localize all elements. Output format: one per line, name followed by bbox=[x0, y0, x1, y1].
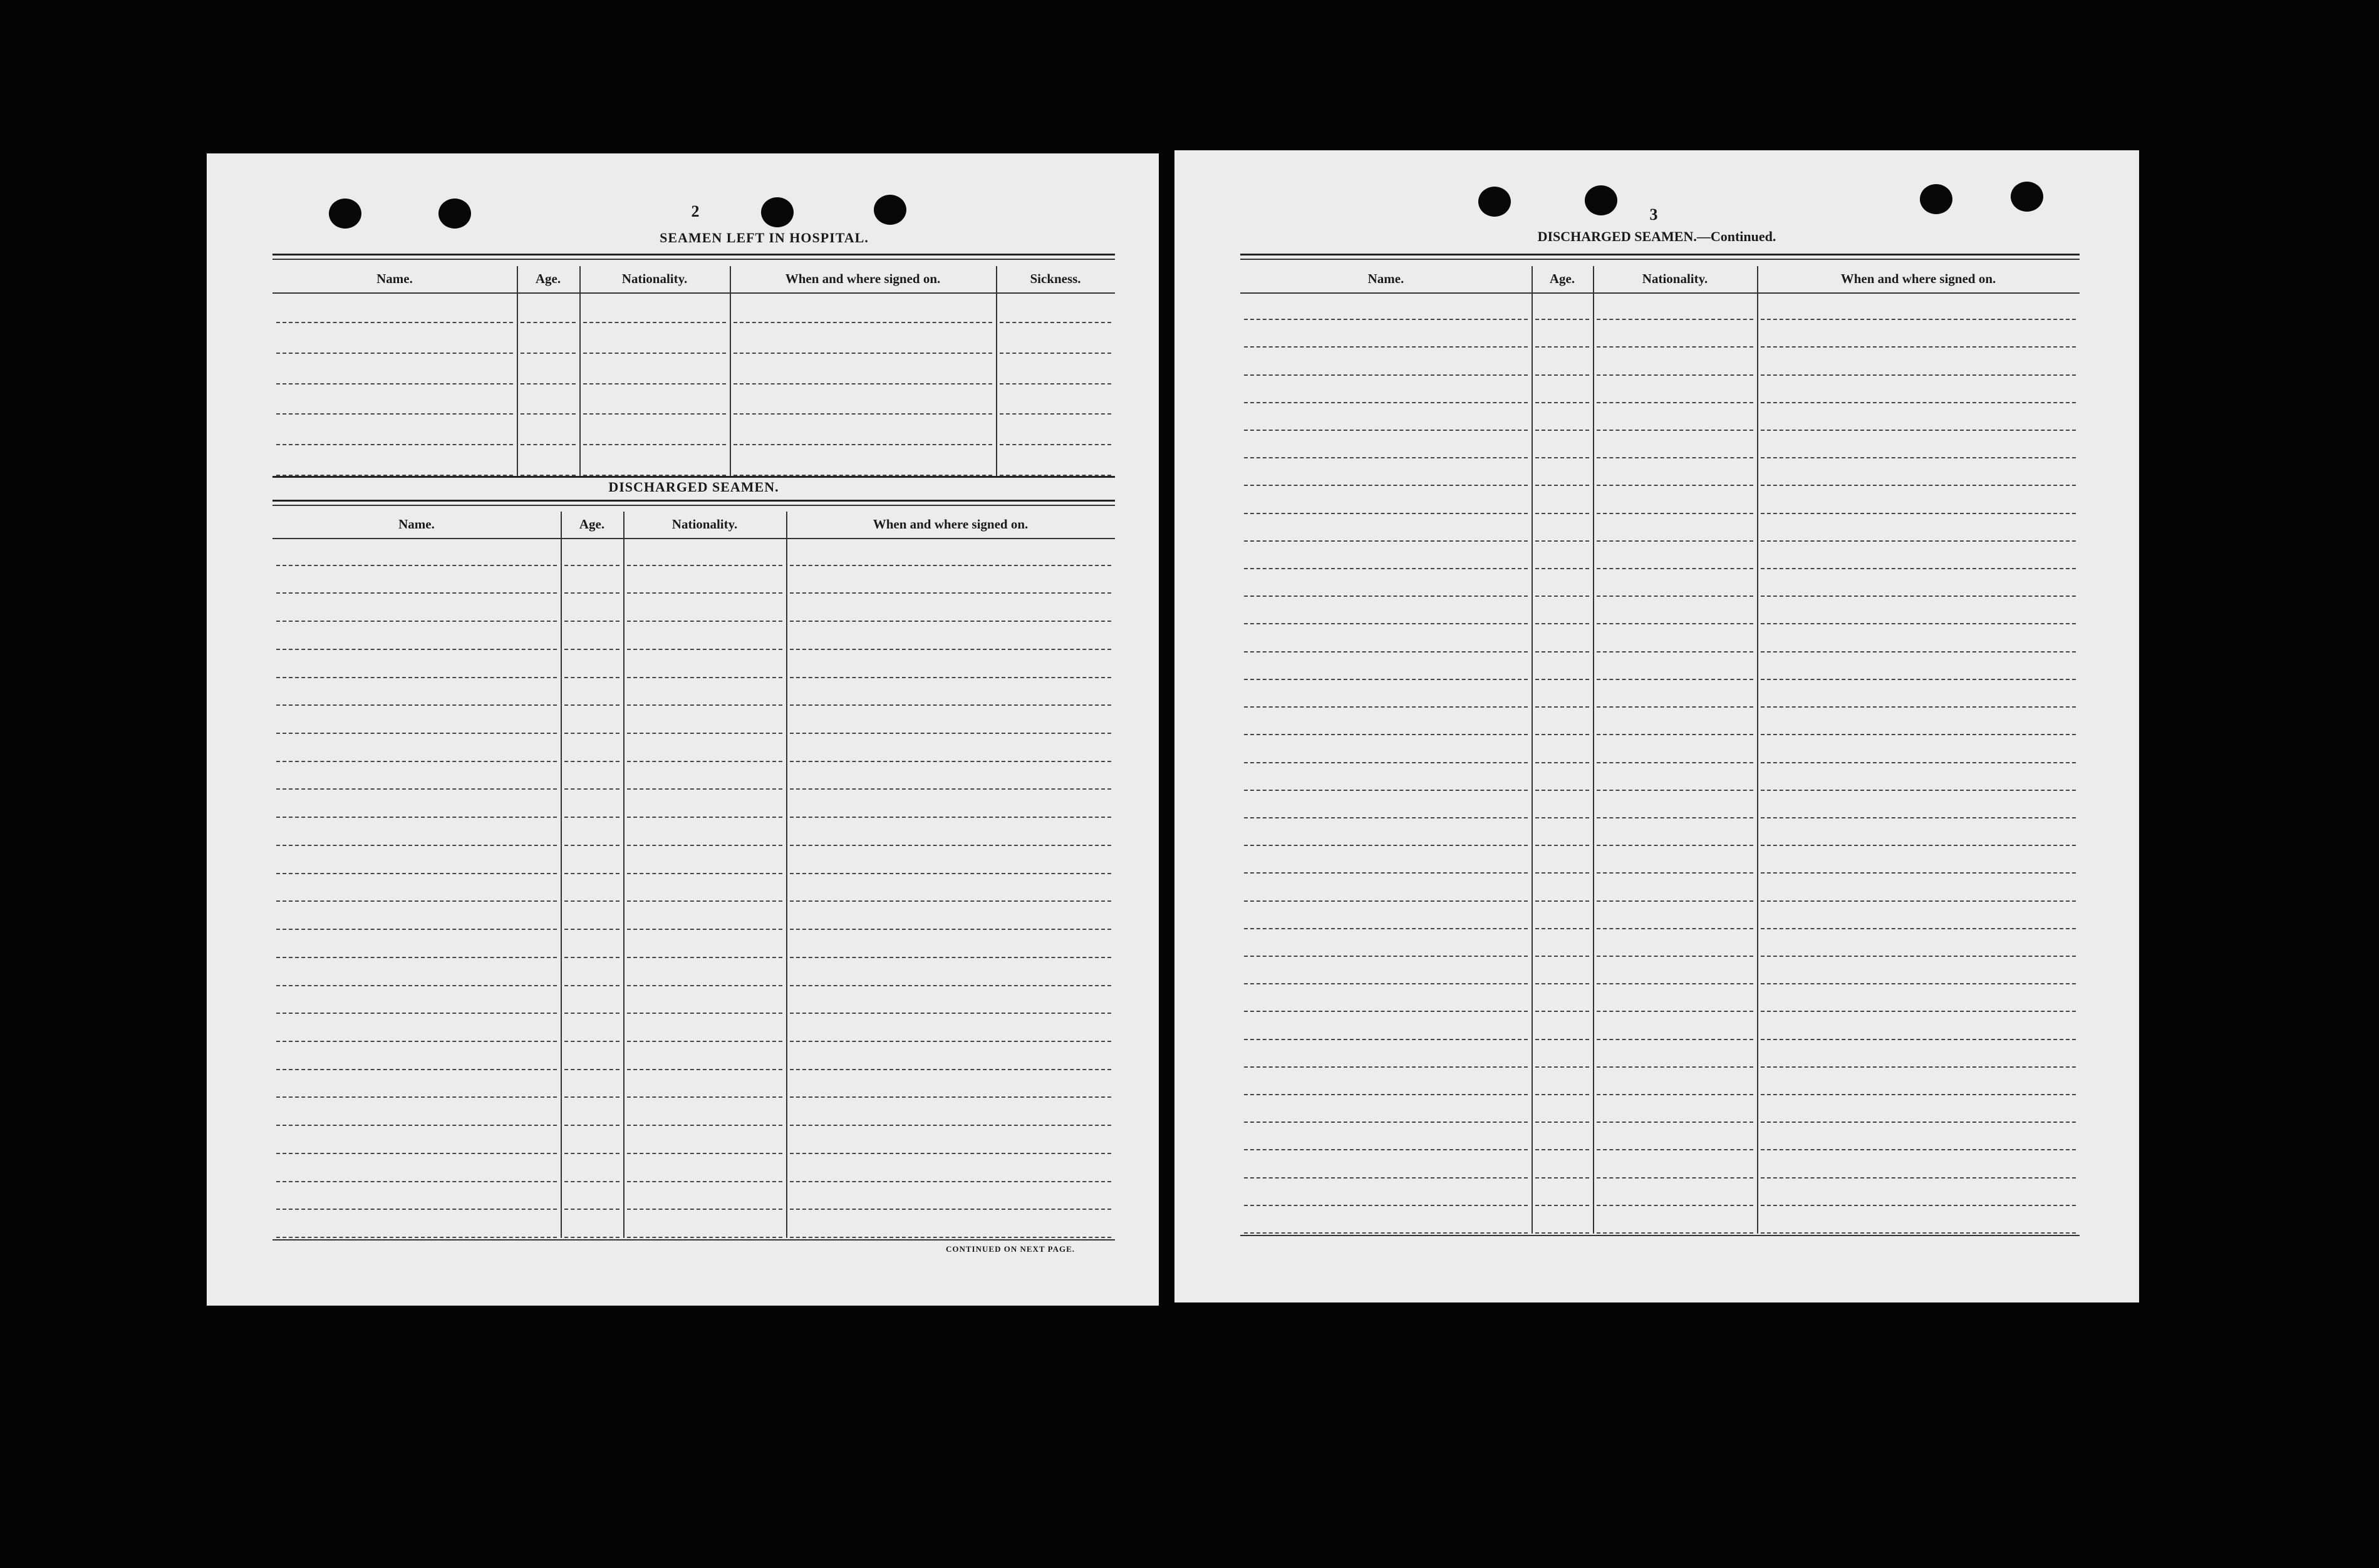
form-row-rule bbox=[564, 1096, 619, 1098]
form-row-rule bbox=[1597, 845, 1753, 846]
form-row-rule bbox=[276, 985, 557, 986]
form-row-rule bbox=[790, 733, 1111, 734]
form-row-rule bbox=[790, 1125, 1111, 1126]
form-row-rule bbox=[790, 929, 1111, 930]
form-row-rule bbox=[1597, 790, 1753, 791]
punch-hole bbox=[874, 195, 906, 225]
col-header-signed-on: When and where signed on. bbox=[1840, 271, 1996, 286]
form-row-rule bbox=[1761, 1094, 2076, 1095]
form-row-rule bbox=[1244, 513, 1528, 514]
form-row-rule bbox=[1597, 596, 1753, 597]
form-row-rule bbox=[1244, 596, 1528, 597]
form-row-rule bbox=[521, 413, 576, 415]
form-row-rule bbox=[564, 900, 619, 902]
form-row-rule bbox=[790, 1181, 1111, 1182]
form-row-rule bbox=[627, 845, 782, 846]
form-row-rule bbox=[1761, 485, 2076, 486]
form-row-rule bbox=[564, 761, 619, 762]
form-row-rule bbox=[564, 1209, 619, 1210]
form-row-rule bbox=[1244, 900, 1528, 902]
form-row-rule bbox=[1244, 790, 1528, 791]
form-row-rule bbox=[627, 649, 782, 650]
continued-footer: CONTINUED ON NEXT PAGE. bbox=[946, 1244, 1075, 1254]
form-row-rule bbox=[1244, 845, 1528, 846]
form-row-rule bbox=[564, 845, 619, 846]
punch-hole bbox=[329, 199, 361, 229]
form-row-rule bbox=[1597, 928, 1753, 929]
form-row-rule bbox=[564, 817, 619, 818]
form-row-rule bbox=[1244, 1122, 1528, 1123]
form-row-rule bbox=[1535, 1205, 1589, 1206]
form-row-rule bbox=[1597, 568, 1753, 569]
form-row-rule bbox=[276, 704, 557, 706]
form-row-rule bbox=[1597, 817, 1753, 818]
form-row-rule bbox=[627, 1153, 782, 1154]
form-row-rule bbox=[1761, 928, 2076, 929]
form-row-rule bbox=[276, 1069, 557, 1070]
form-row-rule bbox=[1761, 1232, 2076, 1234]
form-row-rule bbox=[564, 621, 619, 622]
form-row-rule bbox=[1597, 1011, 1753, 1012]
form-row-rule bbox=[627, 1096, 782, 1098]
form-row-rule bbox=[790, 1153, 1111, 1154]
right-page bbox=[1174, 150, 2139, 1302]
form-row-rule bbox=[1597, 319, 1753, 320]
form-row-rule bbox=[564, 873, 619, 874]
form-row-rule bbox=[790, 704, 1111, 706]
form-row-rule bbox=[790, 1013, 1111, 1014]
form-row-rule bbox=[1597, 1205, 1753, 1206]
form-row-rule bbox=[1535, 1039, 1589, 1040]
form-row-rule bbox=[1597, 706, 1753, 708]
form-row-rule bbox=[1000, 383, 1111, 384]
col-header-signed-on: When and where signed on. bbox=[785, 271, 941, 286]
form-row-rule bbox=[1761, 1039, 2076, 1040]
punch-hole bbox=[438, 199, 471, 229]
col-header-name: Name. bbox=[1367, 271, 1404, 286]
discharged-continued-title bbox=[1174, 229, 2139, 245]
form-row-rule bbox=[276, 761, 557, 762]
form-row-rule bbox=[276, 1013, 557, 1014]
form-row-rule bbox=[276, 1041, 557, 1042]
form-row-rule bbox=[1244, 319, 1528, 320]
form-row-rule bbox=[1244, 1177, 1528, 1179]
form-row-rule bbox=[276, 957, 557, 958]
discharged-table bbox=[272, 512, 1115, 1238]
form-row-rule bbox=[1244, 1066, 1528, 1068]
form-row-rule bbox=[1244, 983, 1528, 984]
form-row-rule bbox=[276, 621, 557, 622]
form-row-rule bbox=[276, 733, 557, 734]
form-row-rule bbox=[1535, 485, 1589, 486]
form-row-rule bbox=[1597, 485, 1753, 486]
form-row-rule bbox=[790, 985, 1111, 986]
form-row-rule bbox=[276, 873, 557, 874]
form-row-rule bbox=[583, 322, 726, 323]
form-row-rule bbox=[1244, 568, 1528, 569]
form-row-rule bbox=[627, 788, 782, 790]
form-row-rule bbox=[1597, 872, 1753, 874]
col-header-nationality: Nationality. bbox=[671, 517, 738, 532]
form-row-rule bbox=[1535, 457, 1589, 458]
form-row-rule bbox=[1244, 623, 1528, 624]
form-row-rule bbox=[1535, 1177, 1589, 1179]
form-row-rule bbox=[1244, 402, 1528, 403]
form-row-rule bbox=[1535, 1066, 1589, 1068]
form-row-rule bbox=[1535, 319, 1589, 320]
form-row-rule bbox=[1761, 956, 2076, 957]
form-row-rule bbox=[564, 677, 619, 678]
form-row-rule bbox=[627, 873, 782, 874]
form-row-rule bbox=[1761, 845, 2076, 846]
form-row-rule bbox=[276, 817, 557, 818]
form-row-rule bbox=[627, 929, 782, 930]
form-row-rule bbox=[1761, 513, 2076, 514]
form-row-rule bbox=[1597, 1177, 1753, 1179]
form-row-rule bbox=[1761, 1177, 2076, 1179]
form-row-rule bbox=[1535, 596, 1589, 597]
form-row-rule bbox=[790, 565, 1111, 566]
form-row-rule bbox=[1244, 679, 1528, 680]
form-row-rule bbox=[790, 1237, 1111, 1238]
form-row-rule bbox=[583, 444, 726, 445]
form-row-rule bbox=[1597, 623, 1753, 624]
form-row-rule bbox=[1761, 430, 2076, 431]
form-row-rule bbox=[733, 444, 992, 445]
form-row-rule bbox=[627, 733, 782, 734]
form-row-rule bbox=[1761, 706, 2076, 708]
form-row-rule bbox=[627, 621, 782, 622]
form-row-rule bbox=[1761, 1066, 2076, 1068]
form-row-rule bbox=[627, 677, 782, 678]
form-row-rule bbox=[1761, 817, 2076, 818]
form-row-rule bbox=[1597, 1232, 1753, 1234]
form-row-rule bbox=[1761, 651, 2076, 652]
form-row-rule bbox=[1535, 706, 1589, 708]
form-row-rule bbox=[627, 1237, 782, 1238]
form-row-rule bbox=[1535, 374, 1589, 376]
form-row-rule bbox=[1597, 1094, 1753, 1095]
form-row-rule bbox=[1761, 596, 2076, 597]
form-row-rule bbox=[627, 900, 782, 902]
form-row-rule bbox=[1761, 623, 2076, 624]
form-row-rule bbox=[564, 649, 619, 650]
form-row-rule bbox=[1597, 513, 1753, 514]
punch-hole bbox=[1585, 185, 1617, 215]
form-row-rule bbox=[1761, 790, 2076, 791]
form-row-rule bbox=[583, 353, 726, 354]
form-row-rule bbox=[276, 1153, 557, 1154]
form-row-rule bbox=[627, 1041, 782, 1042]
col-header-sickness: Sickness. bbox=[1030, 271, 1081, 286]
form-row-rule bbox=[276, 677, 557, 678]
form-row-rule bbox=[1244, 956, 1528, 957]
form-row-rule bbox=[1597, 1039, 1753, 1040]
form-row-rule bbox=[1244, 762, 1528, 763]
col-header-name: Name. bbox=[376, 271, 413, 286]
form-row-rule bbox=[790, 845, 1111, 846]
form-row-rule bbox=[564, 929, 619, 930]
form-row-rule bbox=[564, 704, 619, 706]
form-row-rule bbox=[627, 704, 782, 706]
form-row-rule bbox=[790, 761, 1111, 762]
form-row-rule bbox=[733, 353, 992, 354]
form-row-rule bbox=[1535, 790, 1589, 791]
form-row-rule bbox=[1761, 1149, 2076, 1150]
form-row-rule bbox=[1535, 734, 1589, 735]
form-row-rule bbox=[1535, 956, 1589, 957]
form-row-rule bbox=[276, 1209, 557, 1210]
form-row-rule bbox=[790, 677, 1111, 678]
punch-hole bbox=[2011, 182, 2043, 212]
form-row-rule bbox=[1761, 734, 2076, 735]
form-row-rule bbox=[1244, 928, 1528, 929]
discharged-title-main: DISCHARGED SEAMEN. bbox=[1537, 229, 1697, 244]
form-row-rule bbox=[276, 900, 557, 902]
form-row-rule bbox=[627, 1125, 782, 1126]
col-header-age: Age. bbox=[535, 271, 561, 286]
form-row-rule bbox=[790, 1041, 1111, 1042]
form-row-rule bbox=[1535, 817, 1589, 818]
form-row-rule bbox=[1535, 430, 1589, 431]
form-row-rule bbox=[1535, 1094, 1589, 1095]
form-row-rule bbox=[627, 1209, 782, 1210]
form-row-rule bbox=[790, 817, 1111, 818]
form-row-rule bbox=[1597, 346, 1753, 348]
form-row-rule bbox=[1597, 762, 1753, 763]
form-row-rule bbox=[627, 817, 782, 818]
form-row-rule bbox=[521, 444, 576, 445]
form-row-rule bbox=[583, 413, 726, 415]
form-row-rule bbox=[1761, 346, 2076, 348]
form-row-rule bbox=[1761, 1205, 2076, 1206]
form-row-rule bbox=[1535, 762, 1589, 763]
form-row-rule bbox=[1244, 1149, 1528, 1150]
form-row-rule bbox=[1761, 374, 2076, 376]
form-row-rule bbox=[627, 565, 782, 566]
form-row-rule bbox=[1244, 374, 1528, 376]
form-row-rule bbox=[1761, 1122, 2076, 1123]
form-row-rule bbox=[1597, 430, 1753, 431]
form-row-rule bbox=[1535, 1232, 1589, 1234]
form-row-rule bbox=[1761, 983, 2076, 984]
form-row-rule bbox=[276, 353, 513, 354]
form-row-rule bbox=[1244, 1232, 1528, 1234]
form-row-rule bbox=[1535, 900, 1589, 902]
form-row-rule bbox=[276, 1096, 557, 1098]
form-row-rule bbox=[1244, 872, 1528, 874]
form-row-rule bbox=[733, 383, 992, 384]
form-row-rule bbox=[564, 733, 619, 734]
form-row-rule bbox=[1535, 1149, 1589, 1150]
form-row-rule bbox=[790, 900, 1111, 902]
form-row-rule bbox=[1761, 679, 2076, 680]
col-header-age: Age. bbox=[579, 517, 605, 532]
form-row-rule bbox=[1244, 346, 1528, 348]
form-row-rule bbox=[276, 592, 557, 594]
form-row-rule bbox=[1244, 430, 1528, 431]
form-row-rule bbox=[521, 322, 576, 323]
left-page bbox=[207, 153, 1159, 1306]
form-row-rule bbox=[1761, 402, 2076, 403]
form-row-rule bbox=[1535, 623, 1589, 624]
form-row-rule bbox=[564, 1153, 619, 1154]
form-row-rule bbox=[276, 929, 557, 930]
form-row-rule bbox=[276, 413, 513, 415]
form-row-rule bbox=[1244, 1011, 1528, 1012]
form-row-rule bbox=[564, 957, 619, 958]
form-row-rule bbox=[1597, 1066, 1753, 1068]
form-row-rule bbox=[564, 985, 619, 986]
form-row-rule bbox=[1000, 413, 1111, 415]
form-row-rule bbox=[1535, 651, 1589, 652]
form-row-rule bbox=[790, 957, 1111, 958]
punch-hole bbox=[1920, 184, 1952, 214]
form-row-rule bbox=[1244, 540, 1528, 542]
form-row-rule bbox=[276, 383, 513, 384]
form-row-rule bbox=[1597, 1149, 1753, 1150]
form-row-rule bbox=[1244, 734, 1528, 735]
form-row-rule bbox=[1597, 651, 1753, 652]
form-row-rule bbox=[1535, 983, 1589, 984]
form-row-rule bbox=[1535, 513, 1589, 514]
form-row-rule bbox=[276, 649, 557, 650]
form-row-rule bbox=[627, 985, 782, 986]
form-row-rule bbox=[1597, 540, 1753, 542]
form-row-rule bbox=[1535, 568, 1589, 569]
form-row-rule bbox=[1244, 706, 1528, 708]
form-row-rule bbox=[790, 788, 1111, 790]
form-row-rule bbox=[1535, 872, 1589, 874]
form-row-rule bbox=[1597, 402, 1753, 403]
col-header-signed-on: When and where signed on. bbox=[873, 517, 1029, 532]
form-row-rule bbox=[276, 1237, 557, 1238]
discharged-continued-table bbox=[1240, 266, 2080, 1234]
form-row-rule bbox=[1535, 845, 1589, 846]
form-row-rule bbox=[276, 444, 513, 445]
form-row-rule bbox=[1597, 374, 1753, 376]
form-row-rule bbox=[1597, 1122, 1753, 1123]
col-header-age: Age. bbox=[1549, 271, 1575, 286]
form-row-rule bbox=[564, 1237, 619, 1238]
form-row-rule bbox=[583, 383, 726, 384]
form-row-rule bbox=[1761, 568, 2076, 569]
col-header-nationality: Nationality. bbox=[1642, 271, 1708, 286]
form-row-rule bbox=[627, 1069, 782, 1070]
col-header-name: Name. bbox=[398, 517, 435, 532]
form-row-rule bbox=[1761, 762, 2076, 763]
form-row-rule bbox=[564, 592, 619, 594]
form-row-rule bbox=[276, 565, 557, 566]
form-row-rule bbox=[276, 1181, 557, 1182]
form-row-rule bbox=[1597, 956, 1753, 957]
form-row-rule bbox=[790, 1209, 1111, 1210]
hospital-section-title: SEAMEN LEFT IN HOSPITAL. bbox=[660, 230, 869, 245]
punch-hole bbox=[1478, 187, 1511, 217]
discharged-section-title: DISCHARGED SEAMEN. bbox=[608, 479, 779, 495]
page-number: 2 bbox=[691, 202, 700, 220]
form-row-rule bbox=[627, 1181, 782, 1182]
form-row-rule bbox=[1597, 734, 1753, 735]
form-row-rule bbox=[1761, 540, 2076, 542]
form-row-rule bbox=[790, 621, 1111, 622]
form-row-rule bbox=[1244, 1205, 1528, 1206]
form-row-rule bbox=[790, 649, 1111, 650]
form-row-rule bbox=[1597, 679, 1753, 680]
form-row-rule bbox=[1244, 651, 1528, 652]
form-row-rule bbox=[1535, 1122, 1589, 1123]
hospital-table bbox=[272, 266, 1115, 476]
form-row-rule bbox=[1597, 983, 1753, 984]
form-row-rule bbox=[1761, 457, 2076, 458]
form-row-rule bbox=[276, 788, 557, 790]
col-header-nationality: Nationality. bbox=[621, 271, 688, 286]
form-row-rule bbox=[1597, 900, 1753, 902]
form-row-rule bbox=[627, 1013, 782, 1014]
form-row-rule bbox=[1244, 1039, 1528, 1040]
form-row-rule bbox=[276, 845, 557, 846]
form-row-rule bbox=[1761, 1011, 2076, 1012]
form-row-rule bbox=[790, 592, 1111, 594]
page-number: 3 bbox=[1649, 205, 1658, 224]
form-row-rule bbox=[1597, 457, 1753, 458]
form-row-rule bbox=[276, 1125, 557, 1126]
form-row-rule bbox=[1535, 928, 1589, 929]
punch-hole bbox=[761, 197, 794, 227]
form-row-rule bbox=[1535, 1011, 1589, 1012]
form-row-rule bbox=[521, 383, 576, 384]
form-row-rule bbox=[627, 592, 782, 594]
form-row-rule bbox=[1244, 817, 1528, 818]
form-row-rule bbox=[627, 761, 782, 762]
form-row-rule bbox=[1535, 402, 1589, 403]
form-row-rule bbox=[733, 322, 992, 323]
form-row-rule bbox=[1000, 353, 1111, 354]
form-row-rule bbox=[564, 1069, 619, 1070]
form-row-rule bbox=[1761, 872, 2076, 874]
form-row-rule bbox=[1535, 540, 1589, 542]
form-row-rule bbox=[790, 1096, 1111, 1098]
form-row-rule bbox=[1244, 457, 1528, 458]
form-row-rule bbox=[1000, 444, 1111, 445]
form-row-rule bbox=[733, 413, 992, 415]
form-row-rule bbox=[564, 1181, 619, 1182]
form-row-rule bbox=[1761, 319, 2076, 320]
form-row-rule bbox=[521, 353, 576, 354]
form-row-rule bbox=[564, 788, 619, 790]
form-row-rule bbox=[627, 957, 782, 958]
form-row-rule bbox=[1000, 322, 1111, 323]
form-row-rule bbox=[790, 873, 1111, 874]
form-row-rule bbox=[564, 565, 619, 566]
form-row-rule bbox=[1244, 1094, 1528, 1095]
discharged-title-suffix: —Continued. bbox=[1696, 229, 1776, 244]
form-row-rule bbox=[1761, 900, 2076, 902]
form-row-rule bbox=[564, 1125, 619, 1126]
form-row-rule bbox=[564, 1013, 619, 1014]
form-row-rule bbox=[790, 1069, 1111, 1070]
form-row-rule bbox=[1535, 346, 1589, 348]
form-row-rule bbox=[564, 1041, 619, 1042]
form-row-rule bbox=[276, 322, 513, 323]
form-row-rule bbox=[1244, 485, 1528, 486]
form-row-rule bbox=[1535, 679, 1589, 680]
